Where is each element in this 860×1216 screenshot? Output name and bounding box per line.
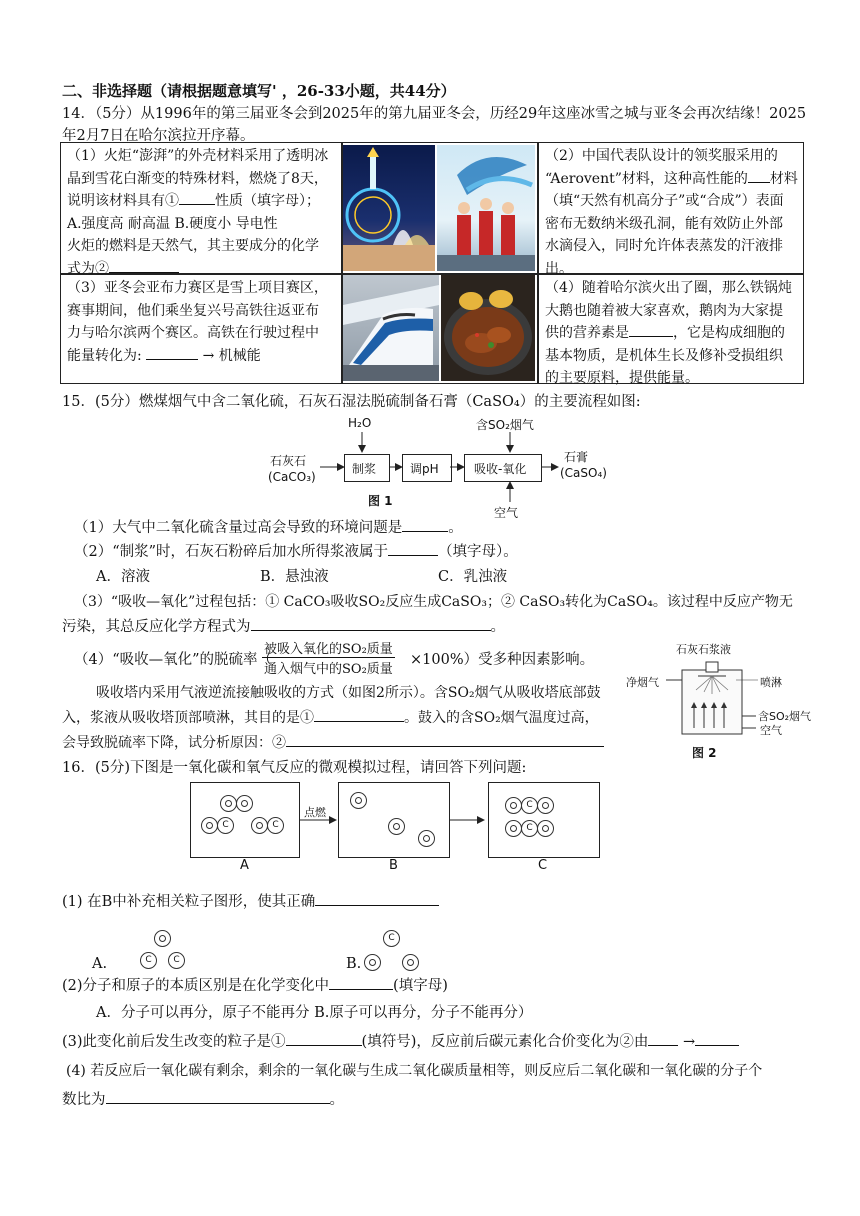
q14-cell-4: （4）随着哈尔滨火出了圈，那么铁锅炖 大鹅也随着被大家喜欢，鹅肉为大家提 供的营养素是 ，它是构成细胞的 基本物质，是机体生长及修补受损组织 的主要原料，提供能量。: [545, 280, 792, 386]
flow-box-2: 调pH: [410, 462, 439, 476]
fig2-spray: 喷淋: [760, 676, 782, 689]
answer-blank[interactable]: [648, 1031, 678, 1046]
athletes-photo: [437, 145, 535, 271]
q15-p4: （4）“吸收—氧化”的脱硫率（: [74, 652, 273, 668]
fraction-multiplier: ×100%）受多种因素影响。: [410, 652, 595, 668]
option-b: B.: [346, 956, 362, 972]
q14-cell-3: （3）亚冬会亚布力赛区是雪上项目赛区， 赛事期间，他们乘坐复兴号高铁往返亚布 力与哈尔滨两个赛区。高铁在行驶过程中 能量转化为: → 机械能: [67, 280, 328, 364]
q15-p3: （3）“吸收—氧化”过程包括：① CaCO₃吸收SO₂反应生成CaSO₃；② CaSO₃转化为CaSO₄。该过程中反应产物无: [74, 594, 793, 610]
q16-intro: 16．(5分)下图是一氧化碳和氧气反应的微观模拟过程，请回答下列问题:: [62, 760, 527, 776]
flow-box-3: 吸收-氧化: [474, 462, 527, 476]
q16-p4b: 数比为 。: [62, 1088, 344, 1109]
flow-air: 空气: [494, 506, 519, 520]
answer-blank[interactable]: [286, 1031, 362, 1046]
answer-blank[interactable]: [146, 345, 198, 360]
answer-blank[interactable]: [179, 190, 215, 205]
fraction: 被吸入氧化的SO₂质量 通入烟气中的SO₂质量: [262, 638, 395, 677]
flow-so2: 含SO₂烟气: [476, 418, 534, 432]
answer-blank[interactable]: [106, 1089, 330, 1104]
label-b: B: [389, 858, 398, 873]
fig2-caption: 图 2: [692, 746, 717, 760]
answer-blank[interactable]: [388, 541, 438, 556]
answer-blank[interactable]: [748, 168, 770, 183]
q16-p4: (4) 若反应后一氧化碳有剩余，剩余的一氧化碳与生成二氧化碳质量相等，则反应后二氧化碳和一氧化碳的分子个: [66, 1063, 763, 1079]
answer-blank[interactable]: [109, 258, 179, 273]
flow-water: H₂O: [348, 416, 372, 430]
q15-p1: （1）大气中二氧化硫含量过高会导致的环境问题是 。: [74, 516, 463, 537]
fig2-clean: 净烟气: [626, 676, 659, 689]
flow-box-1: 制浆: [352, 462, 377, 476]
q15-opt-b: B．悬浊液: [260, 569, 329, 585]
q15-intro: 15．(5分）燃煤烟气中含二氧化硫，石灰石湿法脱硫制备石膏（CaSO₄）的主要流程如图:: [62, 394, 641, 410]
answer-blank[interactable]: [629, 322, 673, 337]
answer-blank[interactable]: [329, 975, 393, 990]
torch-photo: [343, 145, 435, 271]
q14-table: [60, 142, 804, 384]
q15-p3b: 污染，其总反应化学方程式为 。: [62, 615, 505, 636]
q14-cell-2: （2）中国代表队设计的领奖服采用的 “Aerovent”材料，这种高性能的 材料 （填“天然有机高分子”或“合成”）表面 密布无数纳米级孔洞，能有效防止外部 水滴侵入，同时允许体表蒸发的汗液排 出。: [545, 148, 798, 277]
q16-p2: (2)分子和原子的本质区别是在化学变化中 (填字母): [62, 974, 448, 995]
fig2-slurry: 石灰石浆液: [676, 643, 731, 656]
answer-blank[interactable]: [695, 1031, 739, 1046]
q16-p3: (3)此变化前后发生改变的粒子是① (填符号)，反应前后碳元素化合价变化为②由 →: [62, 1030, 739, 1051]
q16-p1: (1) 在B中补充相关粒子图形，使其正确: [62, 890, 439, 911]
label-c: C: [538, 858, 548, 873]
flow-caso4: (CaSO₄): [560, 466, 607, 480]
q15-p4c: 入，浆液从吸收塔顶部喷淋，其目的是① 。鼓入的含SO₂烟气温度过高，: [62, 707, 599, 727]
answer-blank[interactable]: [251, 616, 491, 631]
option-a: A.: [92, 956, 108, 972]
section-title: 二、非选择题（请根据题意填写' ，26-33小题，共44分）: [62, 82, 456, 100]
q15-opt-c: C．乳浊液: [438, 569, 508, 585]
q15-p4d: 会导致脱硫率下降，试分析原因：②: [62, 732, 604, 752]
flow-gypsum: 石膏: [564, 450, 589, 464]
flow-caco3: (CaCO₃): [268, 470, 316, 484]
fig2-so2: 含SO₂烟气: [758, 710, 812, 723]
q14-intro-line1: 14．（5分）从1996年的第三届亚冬会到2025年的第九届亚冬会，历经29年这座冰雪之城与亚冬会再次结缘！2025: [62, 106, 807, 122]
q14-intro-line2: 年2月7日在哈尔滨拉开序幕。: [62, 128, 255, 144]
train-photo: [343, 275, 439, 381]
fig1-caption: 图 1: [368, 494, 393, 508]
answer-blank[interactable]: [315, 891, 439, 906]
answer-blank[interactable]: [286, 732, 604, 747]
q16-p2-options: A．分子可以再分，原子不能再分 B.原子可以再分，分子不能再分）: [96, 1005, 533, 1021]
q14-cell-1: （1）火炬“澎湃”的外壳材料采用了透明冰 晶到雪花白渐变的特殊材料，燃烧了8天， 说明该材料具有① 性质（填字母）； A.强度高 耐高温 B.硬度小 导电性 火炬的燃料是天然气，其主要成分的化学 式为②: [67, 148, 329, 277]
flow-limestone: 石灰石: [270, 454, 307, 468]
goose-stew-photo: [441, 275, 535, 381]
q15-p4b: 吸收塔内采用气液逆流接触吸收的方式（如图2所示）。含SO₂烟气从吸收塔底部鼓: [96, 685, 601, 701]
q15-p2: （2）“制浆”时，石灰石粉碎后加水所得浆液属于 （填字母）。: [74, 540, 518, 561]
fig2-air: 空气: [760, 724, 782, 737]
answer-blank[interactable]: [314, 707, 404, 722]
answer-blank[interactable]: [402, 517, 448, 532]
label-a: A: [240, 858, 249, 873]
ignite-label: 点燃: [304, 806, 326, 819]
q15-opt-a: A．溶液: [96, 569, 150, 585]
